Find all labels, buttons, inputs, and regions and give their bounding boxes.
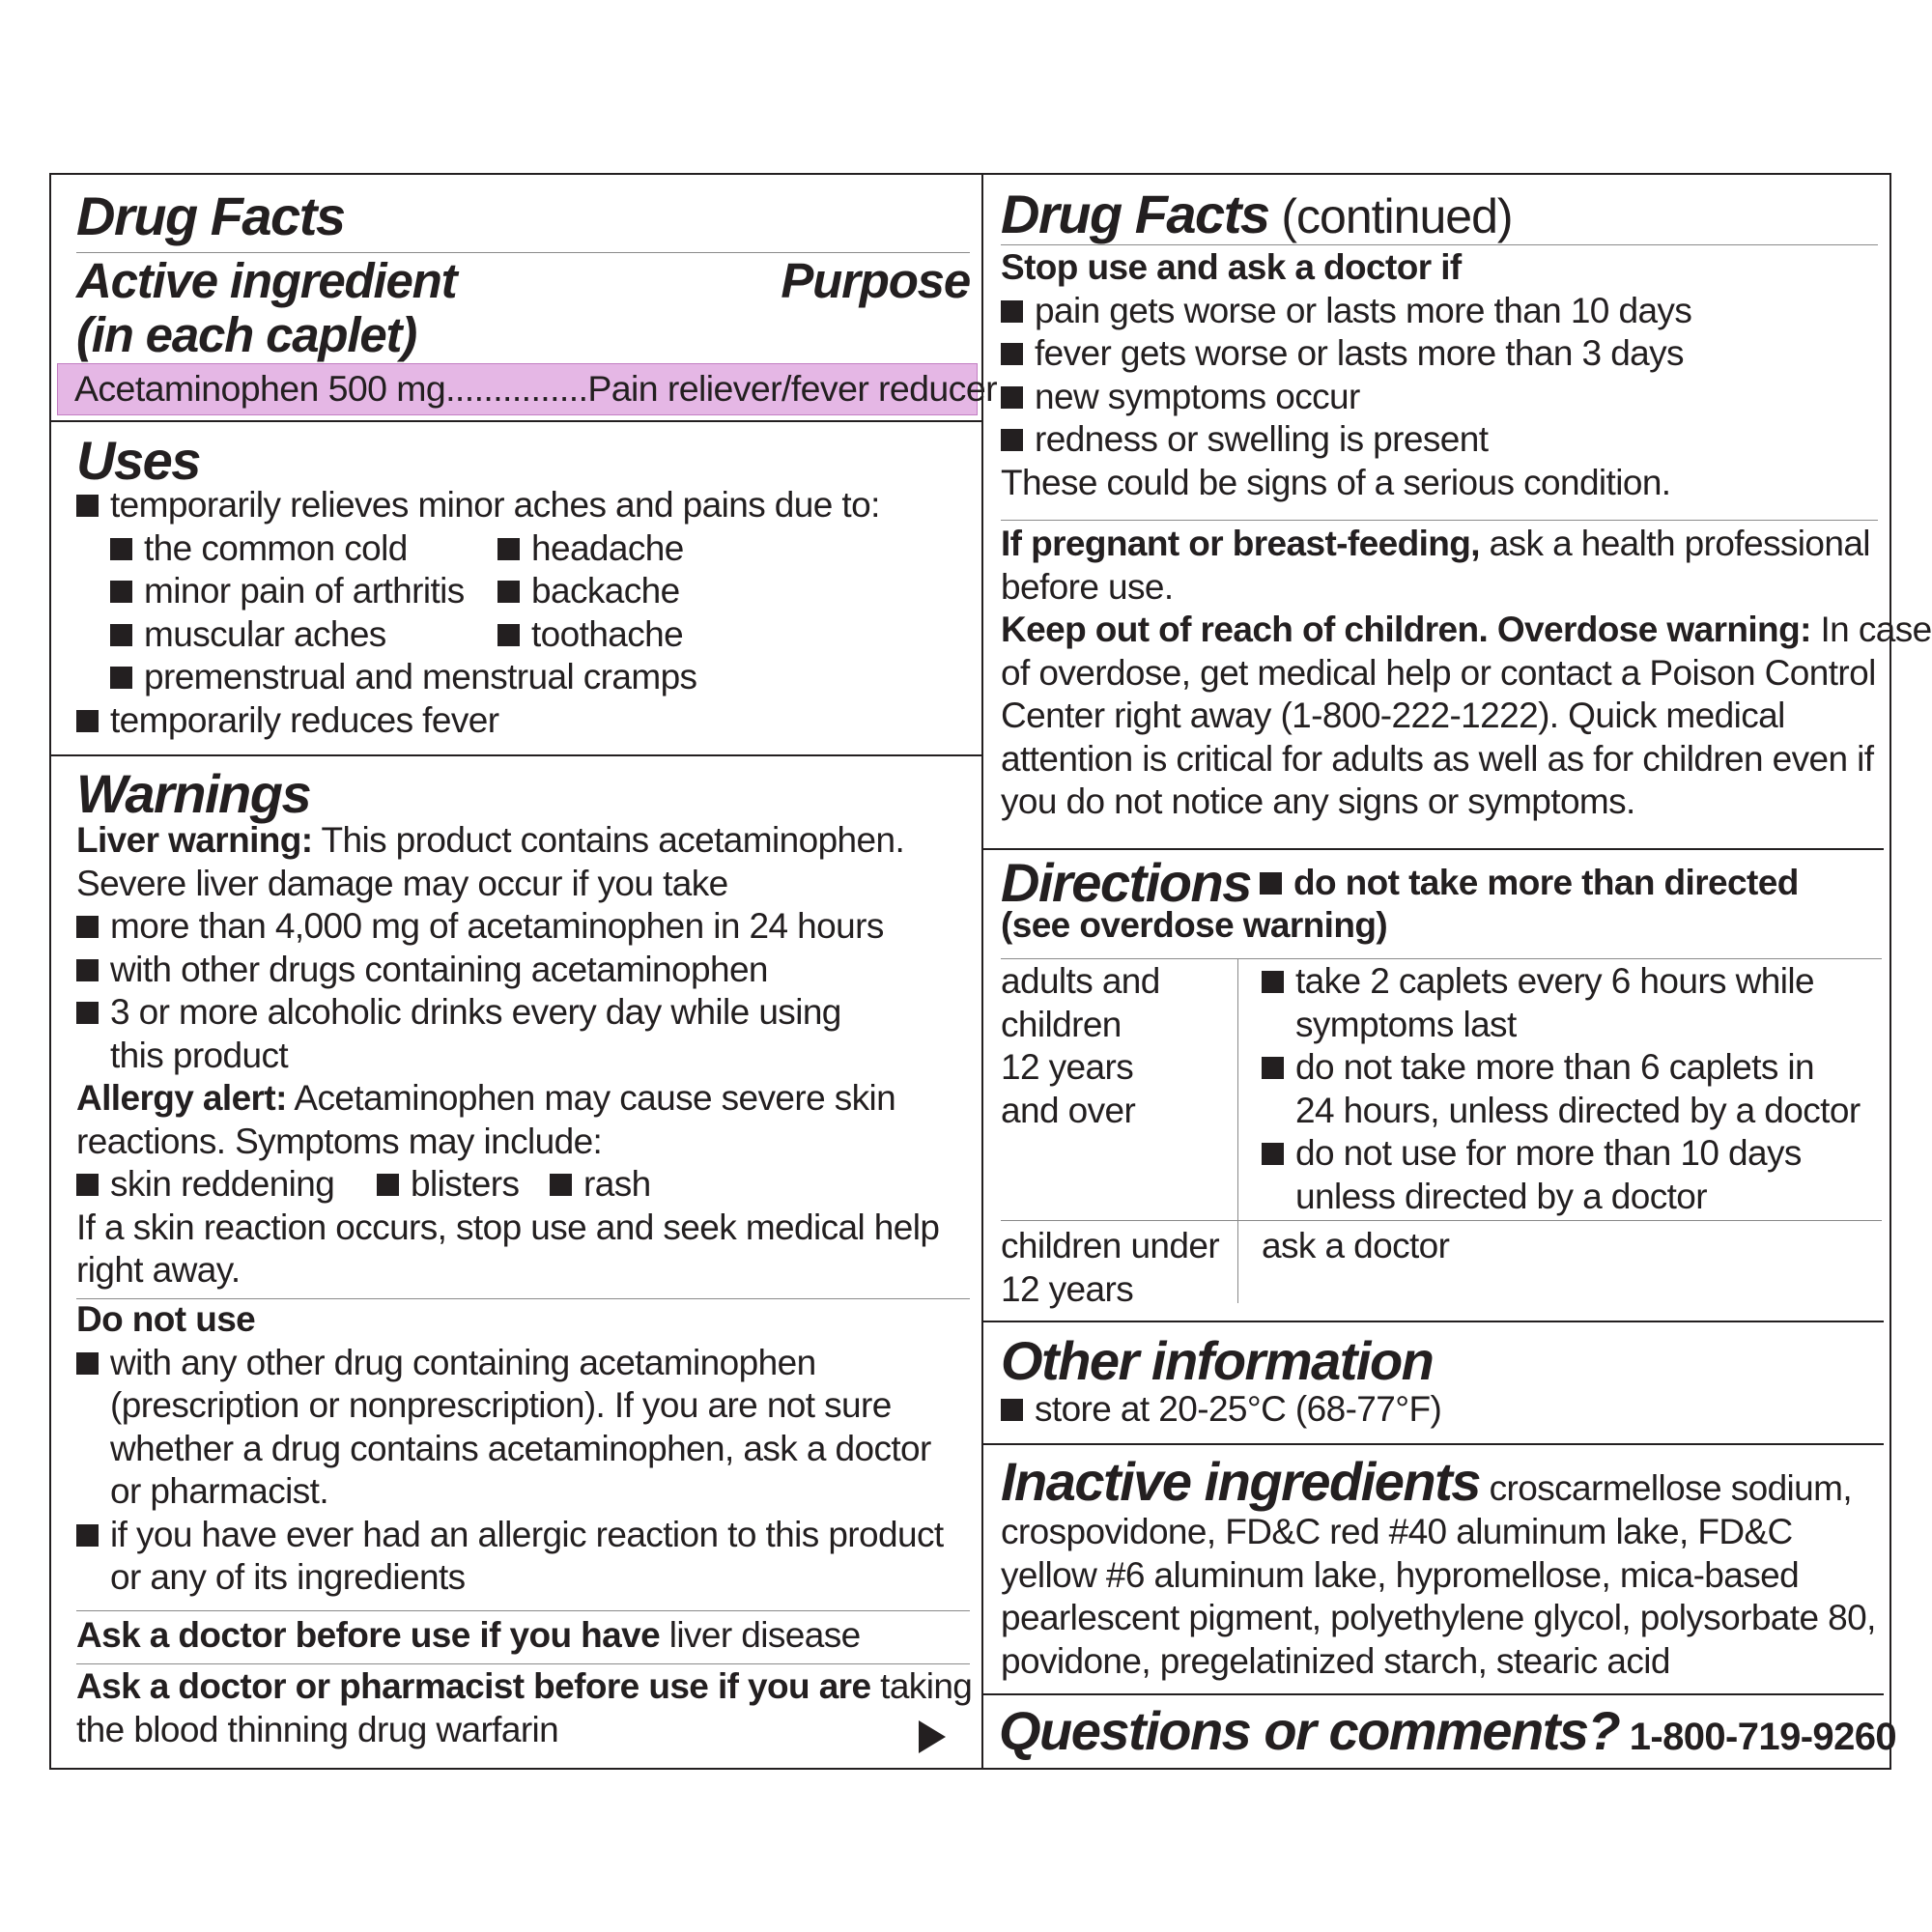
directions-note-cont: (see overdose warning) [1001, 905, 1388, 945]
bullet-icon [1001, 300, 1023, 323]
uses-sub-row: muscular aches toothache [76, 613, 880, 657]
do-not-use-section: Do not use with any other drug containing acetaminophen (prescription or nonprescription). If you are not sure whether a drug contains acetaminophen, ask a doctor or pharmacist. if you have ever had an allergic reaction to this product or any of its ingredients [76, 1299, 944, 1597]
ask-doctor-section: Ask a doctor before use if you have liver disease [76, 1615, 861, 1655]
bullet-icon [377, 1174, 399, 1196]
allergy-alert-label: Allergy alert: [76, 1078, 287, 1118]
section-divider [51, 754, 981, 756]
section-divider [983, 848, 1884, 850]
uses-heading: Uses [76, 430, 200, 491]
active-ingredient-row [74, 367, 997, 411]
ingredient-purpose: Pain reliever/fever reducer [587, 368, 997, 409]
right-column [981, 175, 1932, 1768]
bullet-icon [550, 1174, 572, 1196]
directions-heading: Directions [1001, 852, 1251, 913]
bullet-icon [497, 624, 520, 646]
dosage-item: take 2 caplets every 6 hours while [1262, 960, 1861, 1004]
divider [1001, 244, 1878, 245]
divider [76, 1610, 970, 1611]
stop-use-item: new symptoms occur [1001, 376, 1691, 419]
bullet-icon [1001, 429, 1023, 451]
stop-use-item: redness or swelling is present [1001, 418, 1691, 462]
other-information-heading: Other information [1001, 1330, 1434, 1391]
dosage-label-adults: adults and children 12 years and over [1001, 961, 1160, 1130]
uses-sub-row: the common cold headache [76, 527, 880, 571]
ask-pharmacist-section: Ask a doctor or pharmacist before use if you are taking the blood thinning drug warfarin [76, 1666, 973, 1749]
dosage-item: do not use for more than 10 days [1262, 1132, 1861, 1176]
bullet-icon [1260, 872, 1282, 895]
active-ingredient-heading: Active ingredient (in each caplet) [76, 253, 457, 362]
bullet-icon [76, 1002, 99, 1024]
bullet-icon [76, 916, 99, 938]
uses-sub-row: minor pain of arthritis backache [76, 570, 880, 613]
inactive-ingredients-list: crospovidone, FD&C red #40 aluminum lake, FD&C yellow #6 aluminum lake, hypromellose, mica-based pearlescent pigment, polyethylene glycol, polysorbate 80, povidone, pregelatinized starch, stearic acid [1001, 1512, 1876, 1681]
do-not-use-heading: Do not use [76, 1299, 256, 1339]
liver-warning-label: Liver warning: [76, 820, 313, 860]
bullet-icon [110, 581, 132, 603]
bullet-icon [1262, 971, 1284, 993]
bullet-icon [1001, 386, 1023, 409]
bullet-icon [497, 581, 520, 603]
uses-list [76, 484, 880, 742]
bullet-icon [1262, 1057, 1284, 1079]
dosage-item: do not take more than 6 caplets in [1262, 1046, 1861, 1090]
questions-phone: 1-800-719-9260 [1619, 1716, 1897, 1758]
bullet-icon [110, 624, 132, 646]
inactive-ingredients-heading: Inactive ingredients [1001, 1451, 1480, 1512]
drug-facts-continued-title: Drug Facts (continued) [1001, 184, 1513, 244]
uses-sub-row: premenstrual and menstrual cramps [76, 656, 880, 699]
pregnant-overdose-section: If pregnant or breast-feeding, ask a health professional before use. Keep out of reach of children. Overdose warning: In case of overdose, get medical help or contact a Poison Control Center right away (1-800-222-1222). Quick medical attention is critical for adults as well as for children even if you do not notice any signs or symptoms. [1001, 524, 1932, 821]
section-divider [983, 1693, 1884, 1695]
questions-heading: Questions or comments? [999, 1700, 1620, 1761]
do-not-use-item: if you have ever had an allergic reaction to this product [76, 1514, 944, 1557]
liver-item: more than 4,000 mg of acetaminophen in 24 hours [76, 905, 939, 949]
bullet-icon [76, 959, 99, 981]
do-not-use-item: with any other drug containing acetaminophen [76, 1342, 944, 1385]
bullet-icon [1262, 1143, 1284, 1165]
table-divider [1001, 1220, 1882, 1221]
uses-item: temporarily reduces fever [76, 699, 880, 743]
table-divider [1001, 958, 1882, 959]
uses-item: temporarily relieves minor aches and pains due to: [76, 484, 880, 527]
table-column-divider [1237, 958, 1238, 1303]
drug-facts-title: Drug Facts [76, 185, 345, 246]
divider [1001, 520, 1878, 521]
allergy-items: skin reddening blisters rash [76, 1163, 939, 1207]
bullet-icon [110, 667, 132, 689]
leader-dots: ............... [445, 368, 588, 409]
bullet-icon [76, 1352, 99, 1375]
bullet-icon [76, 1524, 99, 1547]
purpose-heading: Purpose [781, 253, 970, 308]
other-information-item: store at 20-25°C (68-77°F) [1001, 1388, 1441, 1432]
warnings-heading: Warnings [76, 763, 311, 824]
liver-item: with other drugs containing acetaminophen [76, 949, 939, 992]
questions-section [999, 1699, 1896, 1762]
warnings-body: Liver warning: This product contains acetaminophen. Severe liver damage may occur if you take more than 4,000 mg of acetaminophen in 24 hours with other drugs containing acetaminophen 3 or more alcoholic drinks every day while using this product Allergy alert: Acetaminophen may cause severe skin reactions. Symptoms may include: skin reddening blisters rash If a skin reaction occurs, stop use and seek medical help right away. [76, 820, 940, 1290]
bullet-icon [1001, 1399, 1023, 1421]
inactive-ingredients-first-line: Inactive ingredients croscarmellose sodium, [1001, 1451, 1853, 1512]
drug-facts-panel [49, 173, 1932, 1770]
section-divider [983, 1443, 1884, 1445]
continue-arrow-icon [919, 1720, 946, 1753]
dosage-label-children: children under 12 years [1001, 1226, 1220, 1309]
bullet-icon [110, 538, 132, 560]
left-column [51, 175, 997, 1768]
bullet-icon [76, 1174, 99, 1196]
divider [76, 1663, 970, 1664]
bullet-icon [76, 495, 99, 517]
directions-note: do not take more than directed [1260, 862, 1799, 905]
bullet-icon [497, 538, 520, 560]
stop-use-heading: Stop use and ask a doctor if [1001, 247, 1462, 287]
ingredient-name: Acetaminophen 500 mg [74, 368, 446, 409]
dosage-instructions-adults: take 2 caplets every 6 hours while symptoms last do not take more than 6 caplets in 24 hours, unless directed by a doctor do not use for more than 10 days unless directed by a doctor [1262, 960, 1861, 1218]
bullet-icon [76, 710, 99, 732]
stop-use-item: fever gets worse or lasts more than 3 days [1001, 332, 1691, 376]
section-divider [983, 1321, 1884, 1322]
stop-use-item: pain gets worse or lasts more than 10 days [1001, 290, 1691, 333]
stop-use-section: Stop use and ask a doctor if pain gets worse or lasts more than 10 days fever gets worse or lasts more than 3 days new symptoms occur redness or swelling is present These could be signs of a serious condition. [1001, 247, 1692, 502]
section-divider [51, 420, 981, 422]
bullet-icon [1001, 343, 1023, 365]
dosage-instructions-children: ask a doctor [1262, 1226, 1450, 1265]
liver-item: 3 or more alcoholic drinks every day while using [76, 991, 939, 1035]
